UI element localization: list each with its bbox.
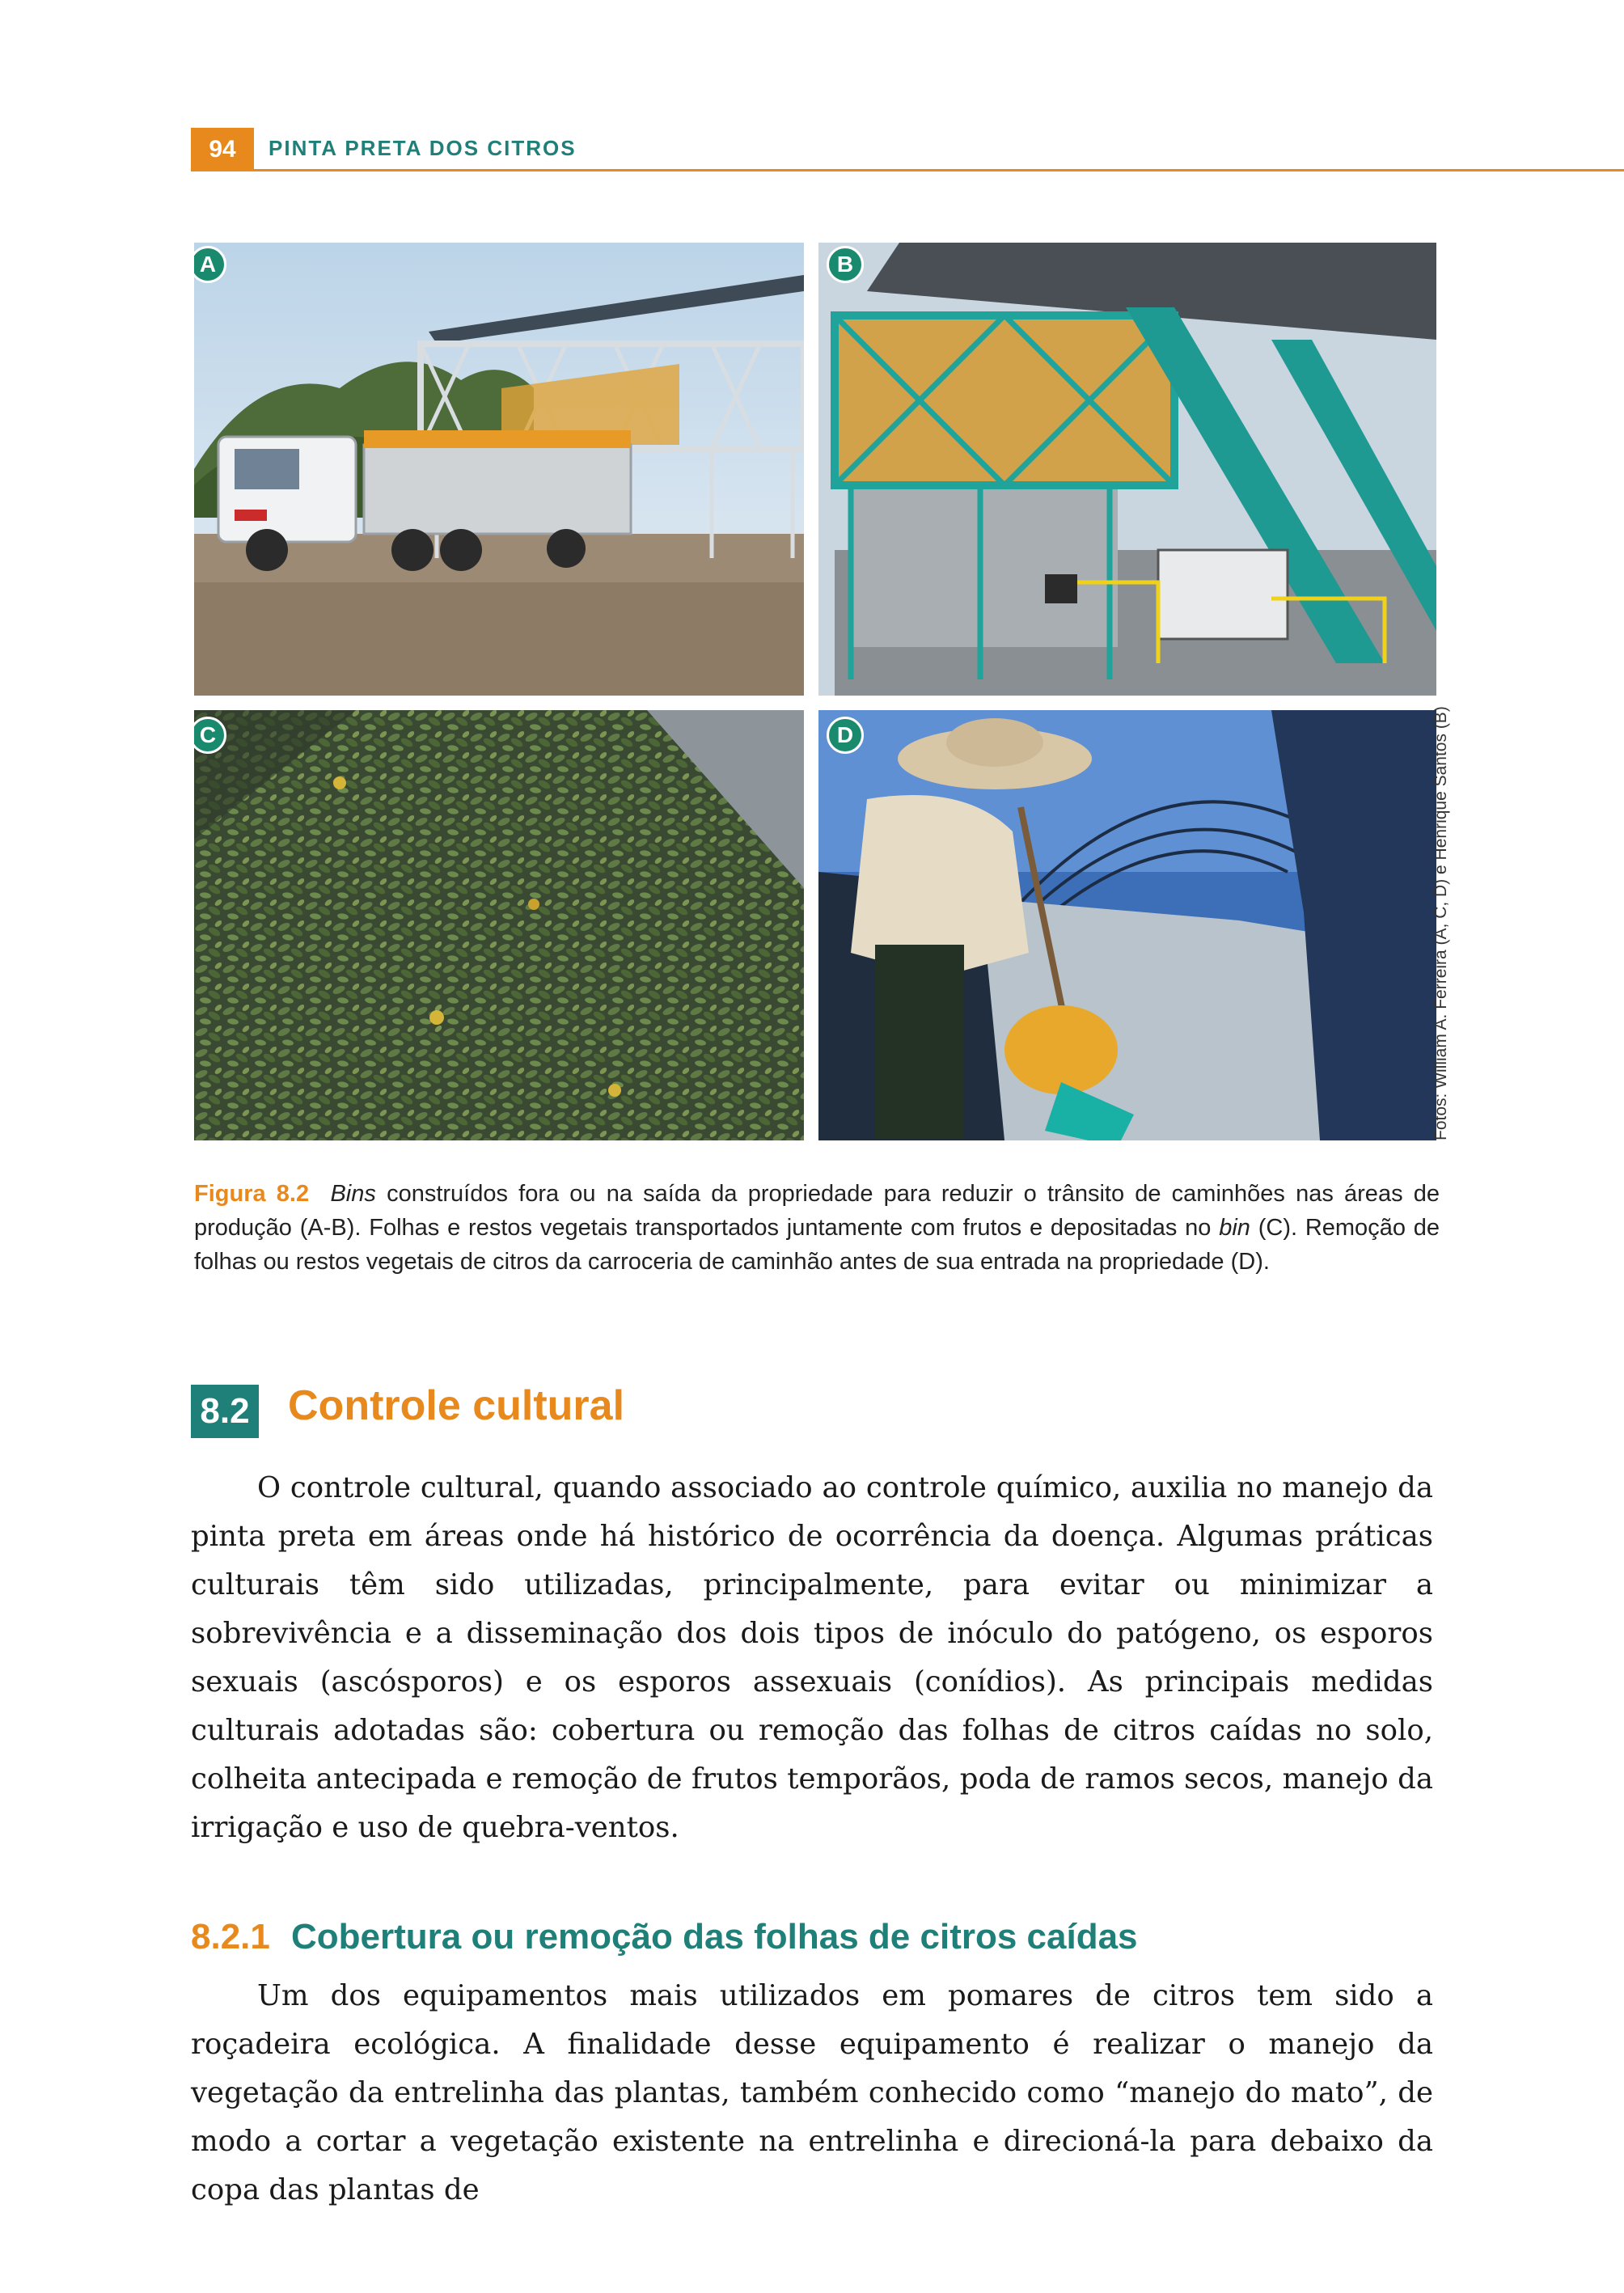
- panel-label-b: B: [827, 246, 864, 283]
- page-number: 94: [191, 128, 254, 171]
- subsection-paragraph: Um dos equipamentos mais utilizados em pomares de citros tem sido a roçadeira ecológica. A finalidade desse equipamento é realizar o manejo da vegetação da entrelinha das plantas, também conhecido como “manejo do mato”, de modo a cortar a vegetação existente na entrelinha e direcioná-la para debaixo da copa das plantas de: [191, 1979, 1433, 2206]
- header-rule: [254, 169, 1624, 171]
- subsection-number: 8.2.1: [191, 1917, 270, 1957]
- photo-a-truck-bin: [194, 243, 804, 696]
- section-number: 8.2: [191, 1385, 259, 1438]
- figure-caption: [194, 1177, 1440, 1279]
- figure-label: Figura 8.2: [194, 1181, 310, 1207]
- caption-italic-bins: Bins: [330, 1181, 376, 1207]
- section-title: Controle cultural: [288, 1382, 625, 1429]
- panel-label-c: C: [194, 717, 226, 754]
- photo-b-green-bin: [818, 243, 1436, 696]
- running-header: [191, 128, 1624, 171]
- panel-label-a: A: [194, 246, 226, 283]
- photo-credit: Fotos: William A. Ferreira (A, C, D) e Henrique Santos (B): [1432, 706, 1450, 1140]
- section-paragraph: O controle cultural, quando associado ao controle químico, auxilia no manejo da pinta preta em áreas onde há histórico de ocorrência da doença. Algumas práticas culturais têm sido utilizadas, principalmente, para evitar ou minimizar a sobrevivência e a disseminação dos dois tipos de inóculo do patógeno, os esporos sexuais (ascósporos) e os esporos assexuais (conídios). As principais medidas culturais adotadas são: cobertura ou remoção das folhas de citros caídas no solo, colheita antecipada e remoção de frutos temporãos, poda de ramos secos, manejo da irrigação e uso de quebra-ventos.: [191, 1471, 1433, 1844]
- panel-label-d: D: [827, 717, 864, 754]
- photo-c-leaves: [194, 710, 804, 1140]
- photo-d-sweeping: [818, 710, 1436, 1140]
- subsection-title: Cobertura ou remoção das folhas de citros caídas: [291, 1917, 1138, 1957]
- caption-text-1: construídos fora ou na saída da propriedade para reduzir o trânsito de caminhões nas áreas de produção (A-B). Folhas e restos vegetais transportados juntamente com frutos e depositadas no: [194, 1181, 1440, 1241]
- caption-text-2: (C). Remoção de folhas ou restos vegetais de citros da carroceria de caminhão antes de sua entrada na propriedade (D).: [194, 1215, 1440, 1275]
- caption-italic-bin: bin: [1219, 1215, 1250, 1241]
- running-title: PINTA PRETA DOS CITROS: [269, 136, 577, 160]
